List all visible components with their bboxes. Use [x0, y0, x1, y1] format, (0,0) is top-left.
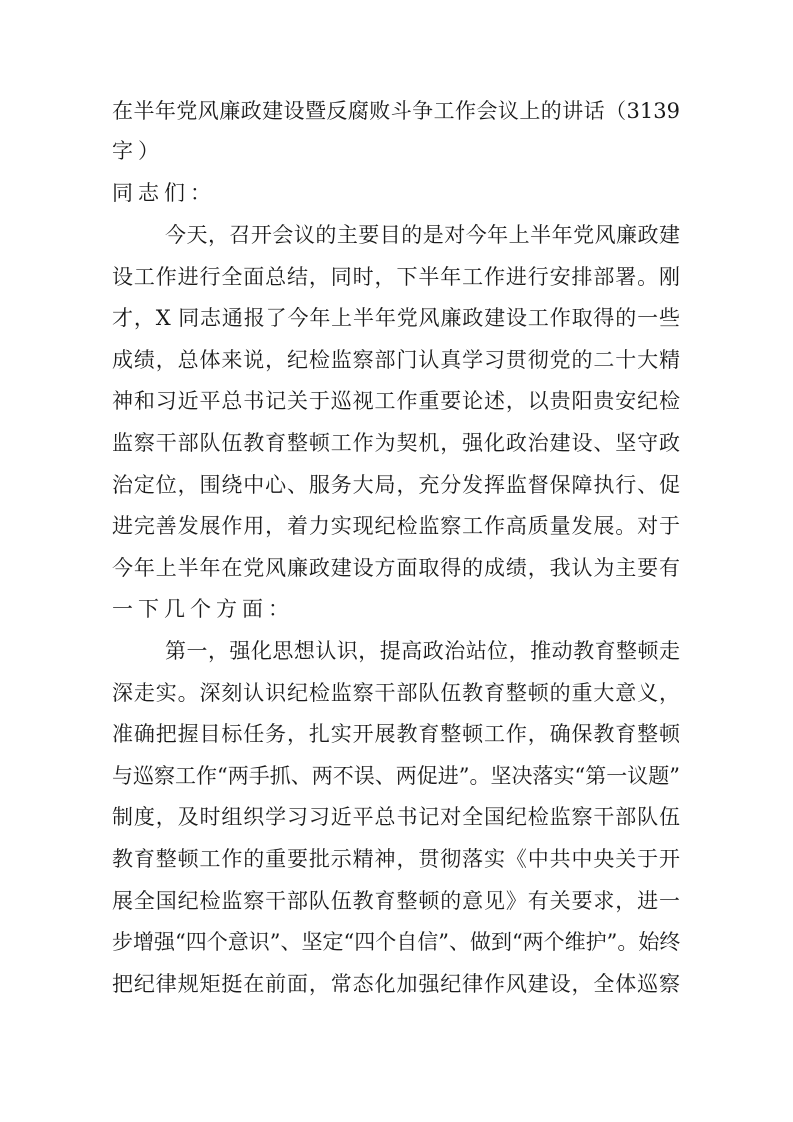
- paragraph-line: 第一，强化思想认识，提高政治站位，推动教育整顿走: [165, 639, 680, 663]
- paragraph-line: 步增强“四个意识”、坚定“四个自信”、做到“两个维护”。始终: [112, 930, 681, 954]
- paragraph-line: 今年上半年在党风廉政建设方面取得的成绩，我认为主要有: [112, 556, 680, 580]
- paragraph-line: 一下几个方面：: [112, 597, 294, 621]
- document-title-line-1: 在半年党风廉政建设暨反腐败斗争工作会议上的讲话（3139: [112, 99, 680, 123]
- paragraph-line: 今天，召开会议的主要目的是对今年上半年党风廉政建: [165, 223, 680, 247]
- paragraph-line: 神和习近平总书记关于巡视工作重要论述，以贵阳贵安纪检: [112, 389, 680, 413]
- paragraph-line: 治定位，围绕中心、服务大局，充分发挥监督保障执行、促: [112, 473, 680, 497]
- paragraph-line: 准确把握目标任务，扎实开展教育整顿工作，确保教育整顿: [112, 722, 680, 746]
- salutation: 同志们：: [112, 181, 216, 205]
- paragraph-line: 把纪律规矩挺在前面，常态化加强纪律作风建设，全体巡察: [112, 972, 680, 996]
- paragraph-line: 深走实。深刻认识纪检监察干部队伍教育整顿的重大意义，: [112, 681, 680, 705]
- paragraph-line: 教育整顿工作的重要批示精神，贯彻落实《中共中央关于开: [112, 847, 680, 871]
- paragraph-line: 监察干部队伍教育整顿工作为契机，强化政治建设、坚守政: [112, 431, 680, 455]
- paragraph-line: 成绩，总体来说，纪检监察部门认真学习贯彻党的二十大精: [112, 348, 680, 372]
- paragraph-line: 进完善发展作用，着力实现纪检监察工作高质量发展。对于: [112, 514, 680, 538]
- document-title-line-2: 字）: [112, 139, 164, 163]
- paragraph-line: 才，X 同志通报了今年上半年党风廉政建设工作取得的一些: [112, 306, 680, 330]
- paragraph-line: 展全国纪检监察干部队伍教育整顿的意见》有关要求，进一: [112, 889, 680, 913]
- paragraph-line: 与巡察工作“两手抓、两不误、两促进”。坚决落实“第一议题”: [112, 764, 680, 788]
- paragraph-line: 制度，及时组织学习习近平总书记对全国纪检监察干部队伍: [112, 805, 680, 829]
- paragraph-line: 设工作进行全面总结，同时，下半年工作进行安排部署。刚: [112, 265, 680, 289]
